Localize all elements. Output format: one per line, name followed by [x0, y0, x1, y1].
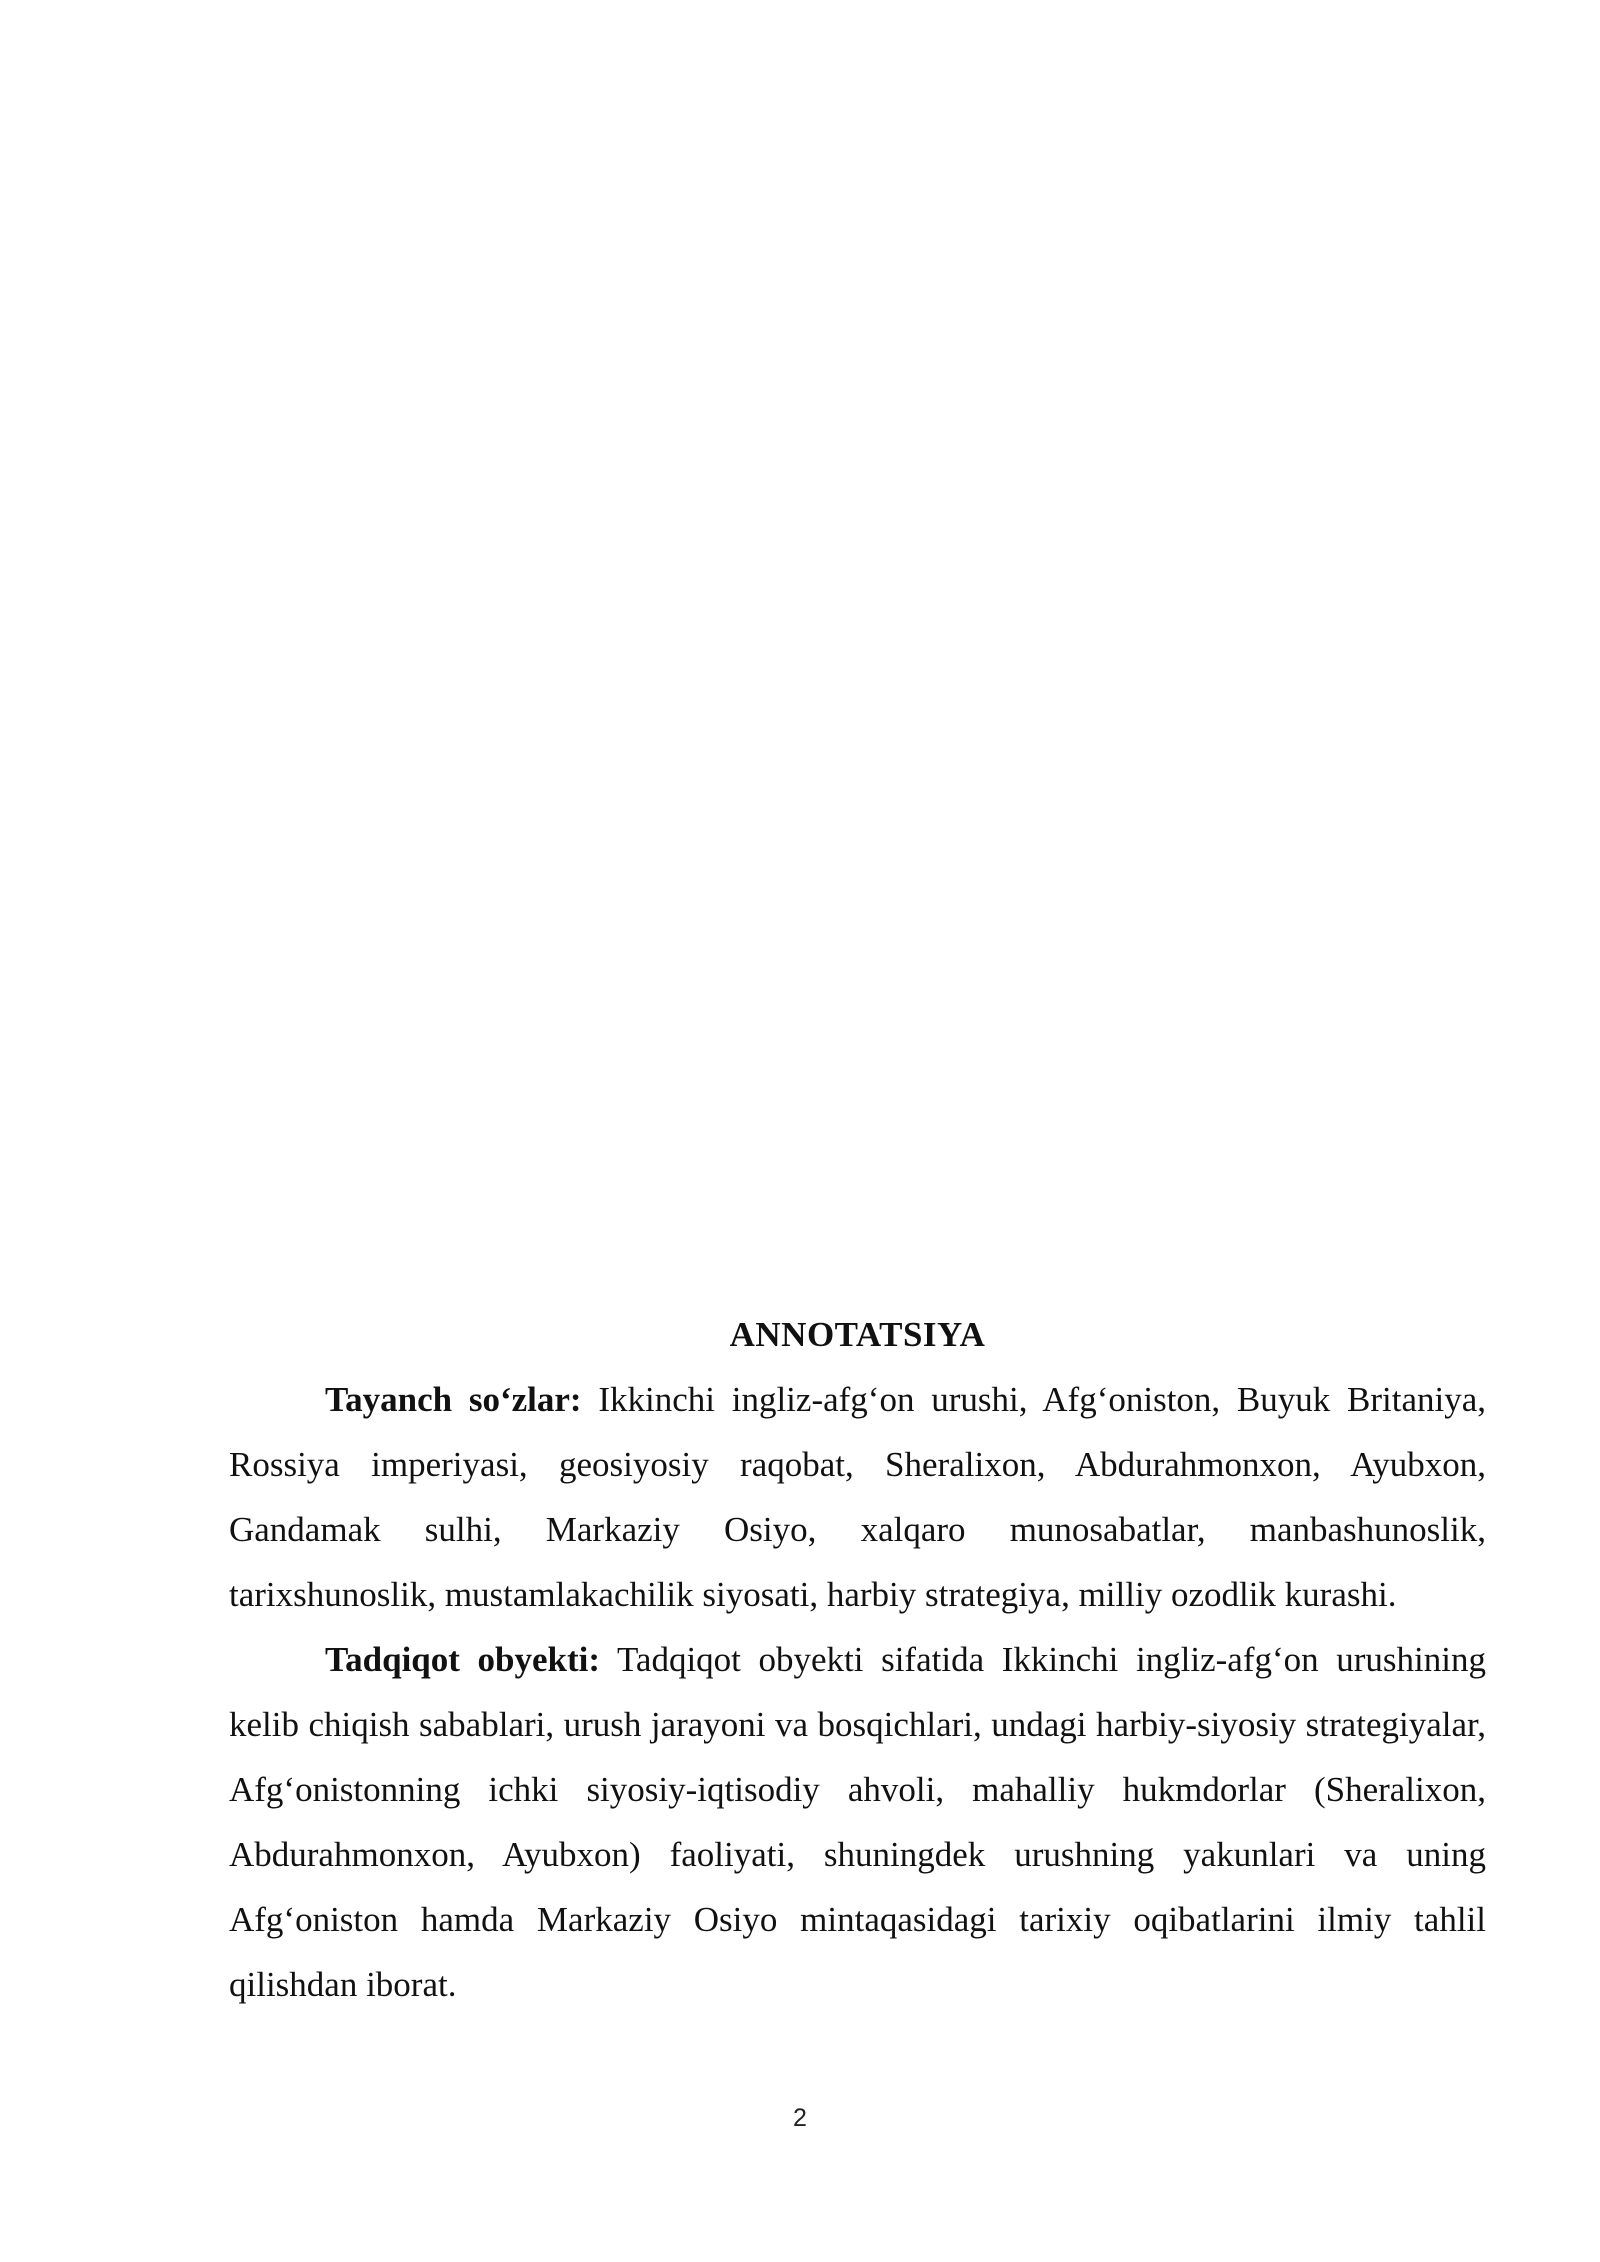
keywords-term: Tayanch so‘zlar: [325, 1380, 582, 1419]
page-number: 2 [793, 2104, 807, 2132]
research-object-term: Tadqiqot obyekti: [325, 1640, 601, 1679]
research-object-text: Tadqiqot obyekti sifatida Ikkinchi ingliz-afg‘on urushining kelib chiqish sabablari, urush jarayoni va bosqichlari, undagi harbiy-siyosiy strategiyalar, Afg‘onistonning ichki siyosiy-iqtisodiy ahvoli, mahalliy hukmdorlar (Sheralixon, Abdurahmonxon, Ayubxon) faoliyati, shuningdek urushning yakunlari va uning Afg‘oniston hamda Markaziy Osiyo mintaqasidagi tarixiy oqibatlarini ilmiy tahlil qilishdan iborat. [229, 1640, 1486, 2004]
keywords-text: Ikkinchi ingliz-afg‘on urushi, Afg‘oniston, Buyuk Britaniya, Rossiya imperiyasi, geosiyosiy raqobat, Sheralixon, Abdurahmonxon, Ayubxon, Gandamak sulhi, Markaziy Osiyo, xalqaro munosabatlar, manbashunoslik, tarixshunoslik, mustamlakachilik siyosati, harbiy strategiya, milliy ozodlik kurashi. [229, 1380, 1487, 1614]
keywords-paragraph [229, 1367, 1486, 1627]
annotation-section [229, 1302, 1486, 2017]
section-title: ANNOTATSIYA [729, 1315, 986, 1354]
research-object-paragraph [229, 1627, 1486, 2017]
